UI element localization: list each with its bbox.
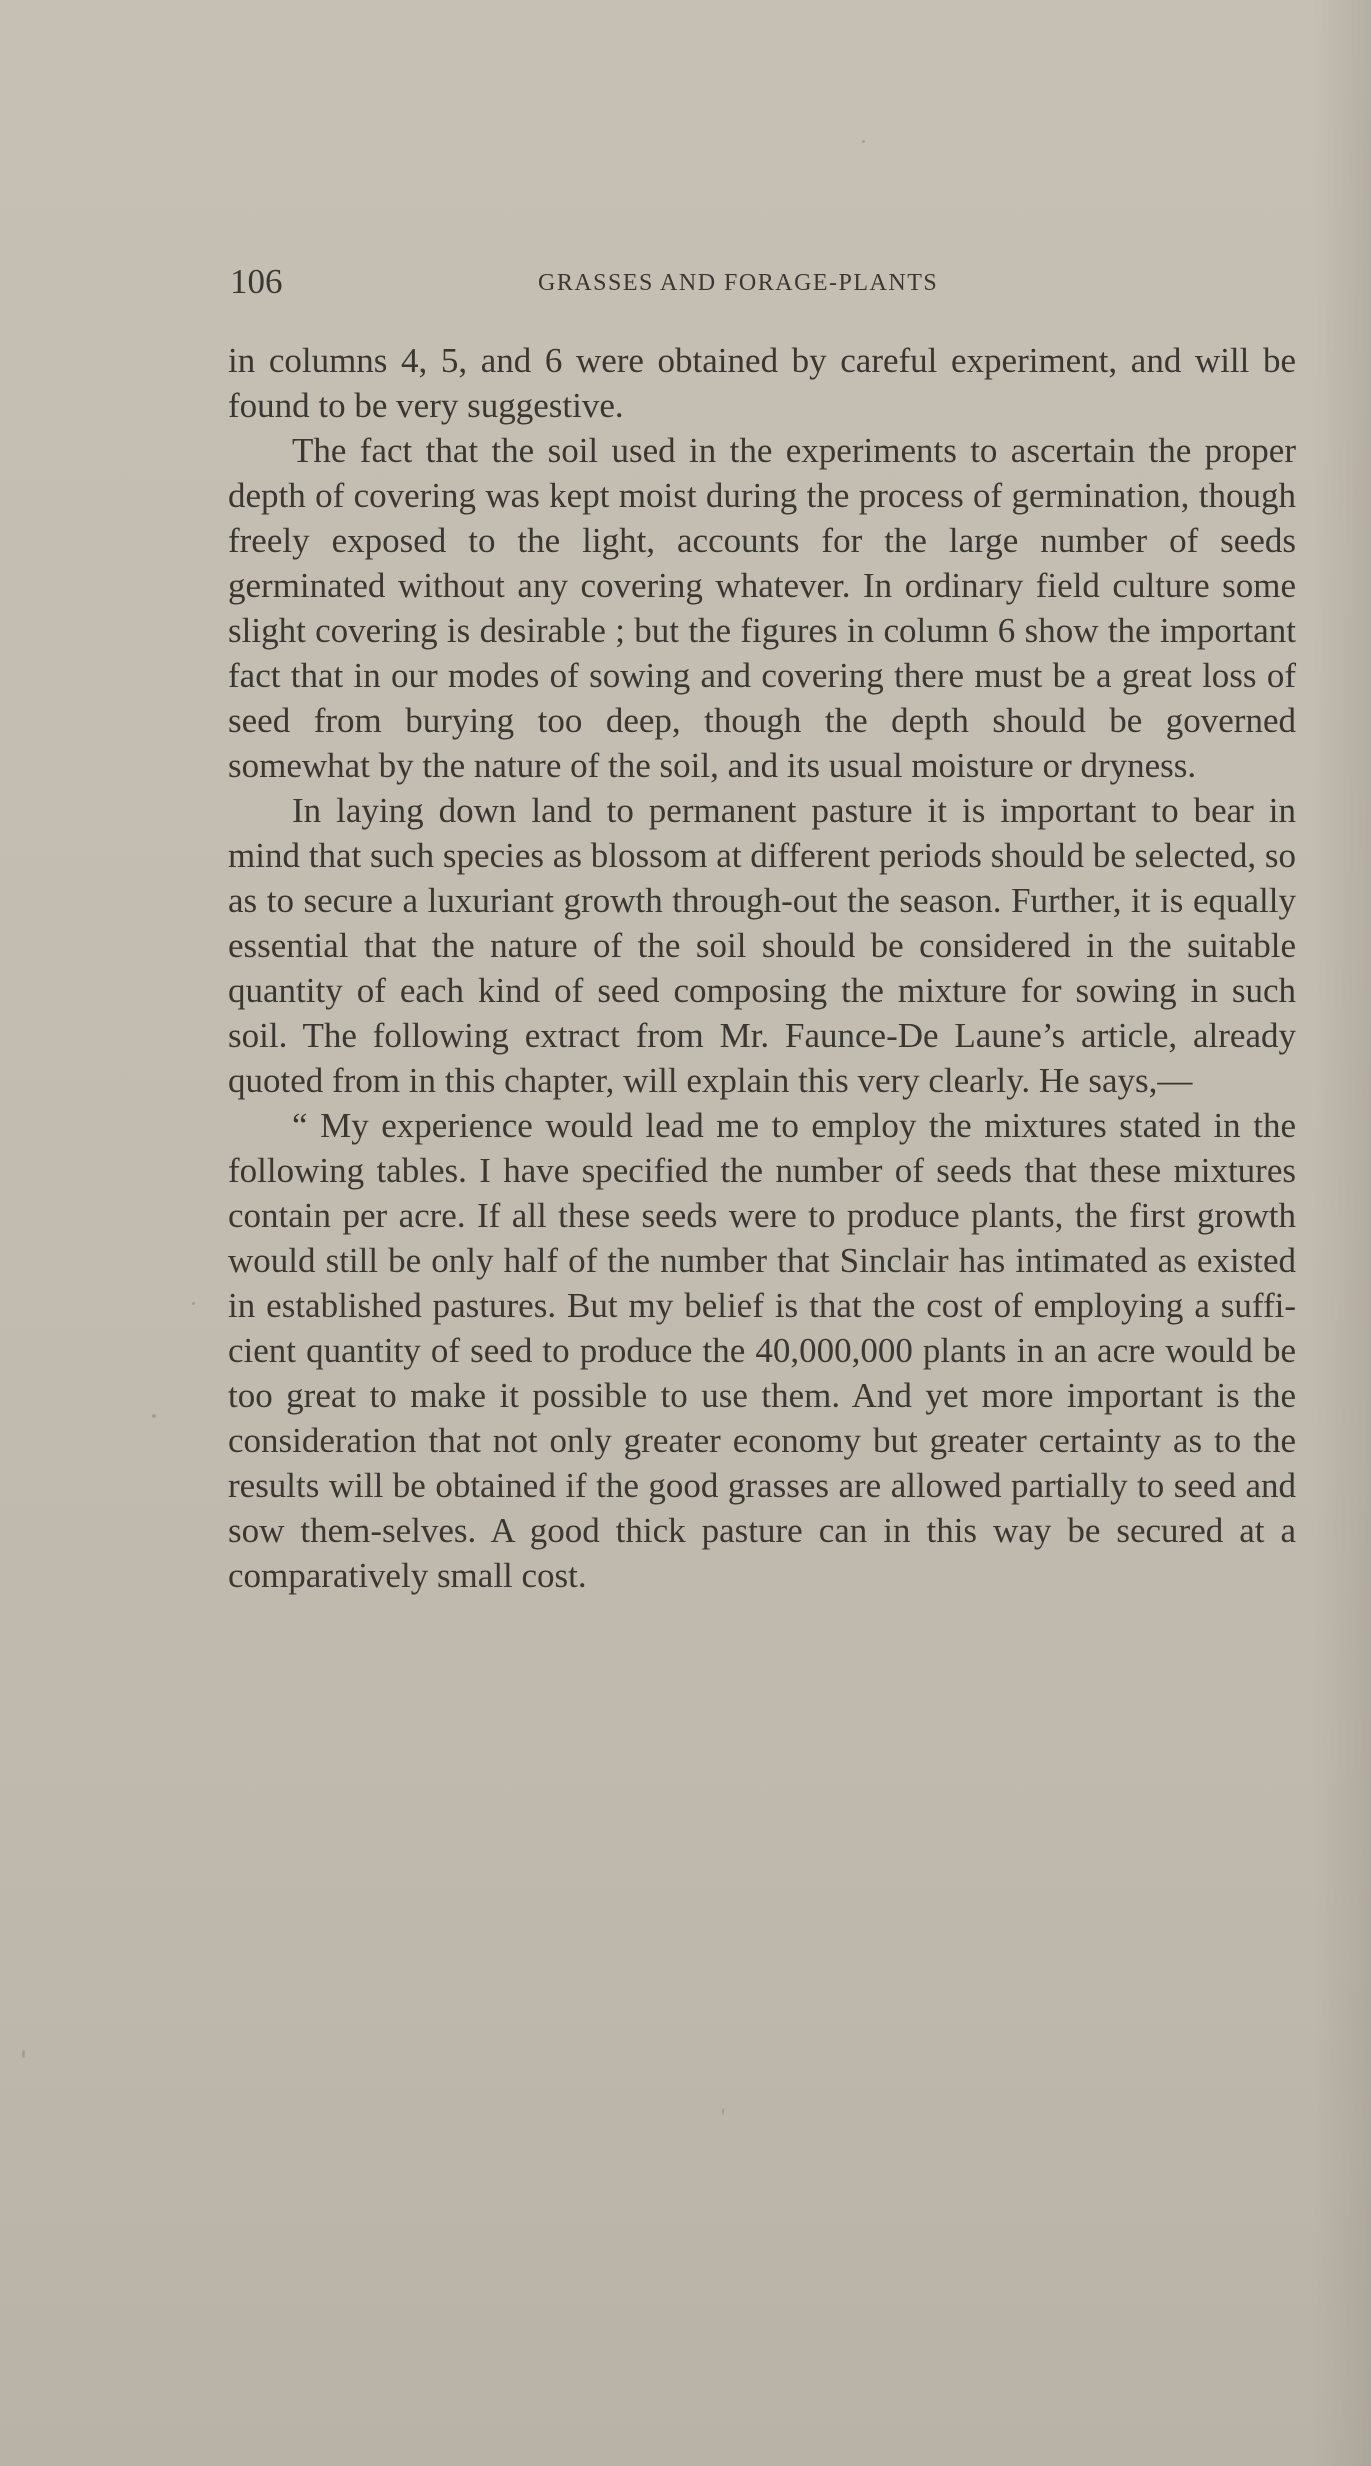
page-number: 106: [230, 262, 283, 301]
page-edge-shadow: [1311, 0, 1371, 2466]
paper-speck: [152, 1414, 156, 1418]
paper-speck: [192, 1302, 195, 1305]
paragraph-continued: in columns 4, 5, and 6 were obtained by careful experiment, and will be found to be very suggestive.: [228, 341, 1296, 425]
paper-speck: [22, 2050, 25, 2058]
paragraph-quotation: “ My experience would lead me to employ the mixtures stated in the following tables. I have specified the number of seeds that these mixtures contain per acre. If all these seeds were to produce plants, the first growth would still be only half of the number that Sinclair has intimated as existed in established pastures. But my belief is that the cost of employing a suffi-cient quantity of seed to produce the 40,000,000 plants in an acre would be too great to make it possible to use them. And yet more important is the consideration that not only greater economy but greater certainty as to the results will be obtained if the good grasses are allowed partially to seed and sow them-selves. A good thick pasture can in this way be secured at a comparatively small cost.: [228, 1106, 1296, 1595]
body-text: [228, 338, 1296, 1598]
running-title: GRASSES AND FORAGE-PLANTS: [538, 270, 939, 296]
paragraph-permanent-pasture: In laying down land to permanent pasture it is important to bear in mind that such species as blossom at different periods should be selected, so as to secure a luxuriant growth through-out the season. Further, it is equally essential that the nature of the soil should be considered in the suitable quantity of each kind of seed composing the mixture for sowing in such soil. The following extract from Mr. Faunce-De Laune’s article, already quoted from in this chapter, will explain this very clearly. He says,—: [228, 791, 1296, 1100]
paper-speck: [722, 2108, 724, 2115]
page-header: [230, 262, 1300, 302]
paper-speck: [862, 140, 865, 143]
paragraph-soil-germination: The fact that the soil used in the experiments to ascertain the proper depth of covering was kept moist during the process of germination, though freely exposed to the light, accounts for the large number of seeds germinated without any covering whatever. In ordinary field culture some slight covering is desirable ; but the figures in column 6 show the important fact that in our modes of sowing and covering there must be a great loss of seed from burying too deep, though the depth should be governed somewhat by the nature of the soil, and its usual moisture or dryness.: [228, 431, 1296, 785]
